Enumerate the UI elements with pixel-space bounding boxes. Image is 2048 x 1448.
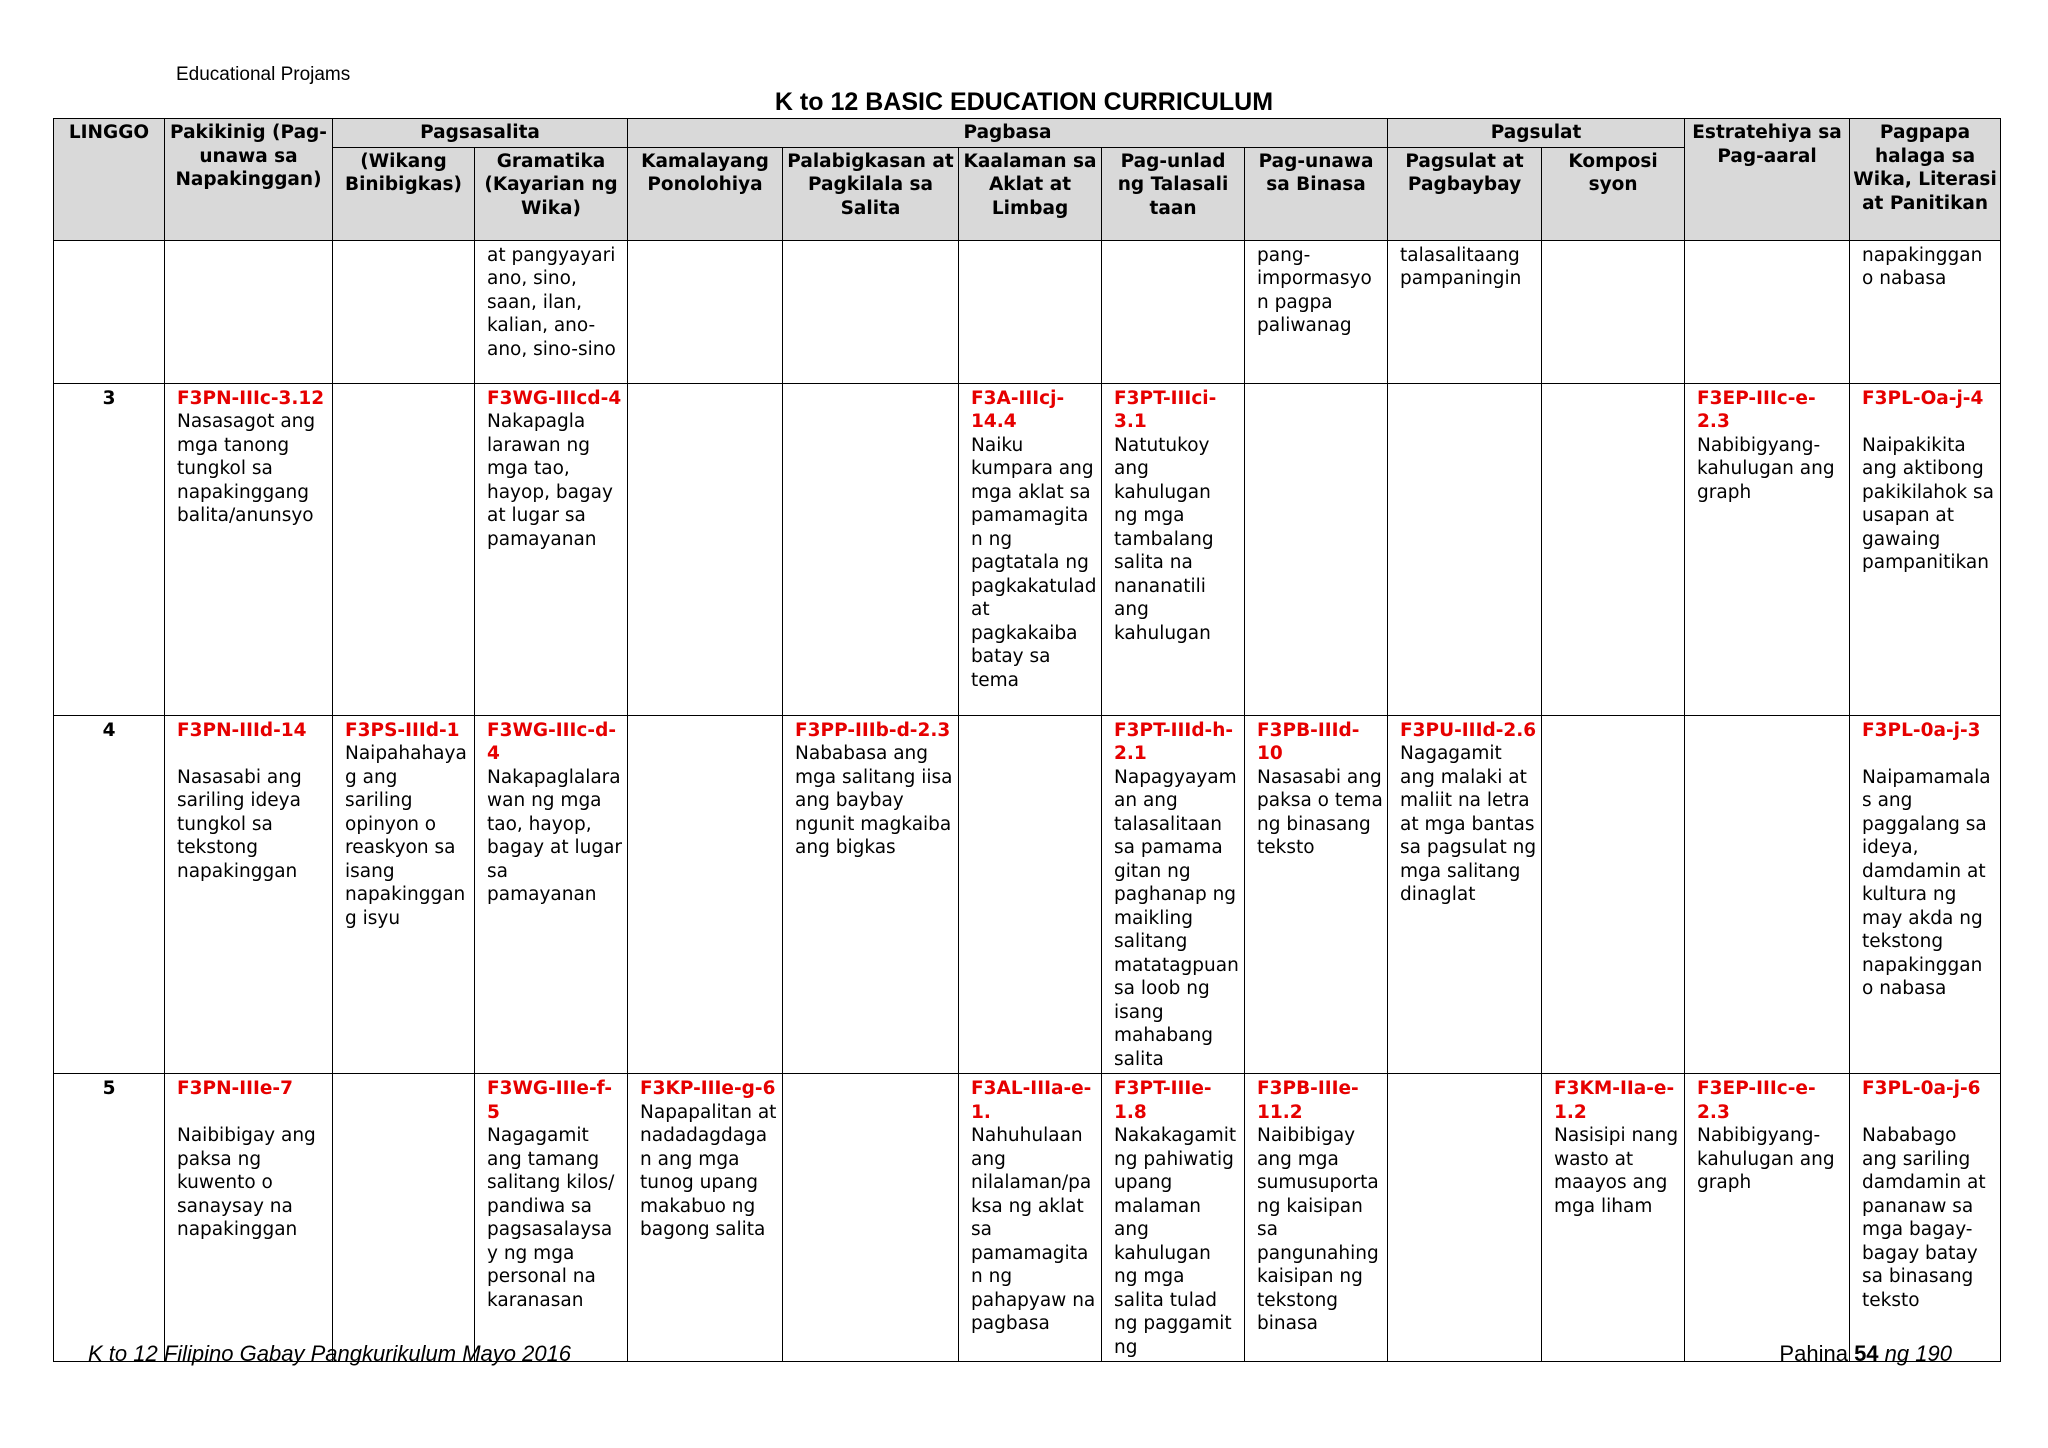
cell-kaalaman xyxy=(959,383,1102,715)
cell-estratehiya xyxy=(1685,1074,1850,1362)
header-pagsulat: Pagsulat xyxy=(1388,119,1685,148)
competency-text: Nabibigyang-kahulugan ang graph xyxy=(1697,1125,1835,1193)
cell-pagsulat: talasalitaang pampaningin xyxy=(1388,240,1542,383)
competency-code: F3A-IIIcj-14.4 xyxy=(971,387,1065,432)
header-pagbasa: Pagbasa xyxy=(628,119,1388,148)
table-row xyxy=(54,715,2001,1074)
cell-pagpapahalaga xyxy=(1850,383,2001,715)
cell-estratehiya xyxy=(1685,383,1850,715)
header-gramatika: Gramatika (Kayarian ng Wika) xyxy=(475,147,628,240)
competency-text: Nagagamit ang tamang salitang kilos/ pandiwa sa pagsasalaysay ng mga personal na karanasan xyxy=(487,1125,615,1311)
competency-code: F3PT-IIId-h-2.1 xyxy=(1114,719,1234,764)
page-current: 54 xyxy=(1854,1341,1879,1366)
competency-text: Naibibigay ang mga sumusuporta ng kaisipan sa pangunahing kaisipan ng tekstong binasa xyxy=(1257,1125,1379,1334)
week-number: 3 xyxy=(54,383,165,715)
page-title: K to 12 BASIC EDUCATION CURRICULUM xyxy=(774,88,1274,116)
page-word: Pahina xyxy=(1779,1341,1848,1366)
cell-pagunlad xyxy=(1102,383,1245,715)
competency-code: F3PP-IIIb-d-2.3 xyxy=(795,719,951,741)
competency-text: Napapalitan at nadadagdagan ang mga tunog upang makabuo ng bagong salita xyxy=(640,1101,777,1240)
competency-code: F3PT-IIIe-1.8 xyxy=(1114,1078,1212,1123)
competency-text: Nabibigyang-kahulugan ang graph xyxy=(1697,434,1835,503)
cell-pakikinig xyxy=(165,383,333,715)
header-kaalaman: Kaalaman sa Aklat at Limbag xyxy=(959,147,1102,240)
cell-palabigkasan xyxy=(783,715,959,1074)
footer-page-number xyxy=(1779,1341,1952,1367)
competency-text: Natutukoy ang kahulugan ng mga tambalang salita na nananatili ang kahulugan xyxy=(1114,434,1214,644)
week-number: 4 xyxy=(54,715,165,1074)
competency-text: Naiku kumpara ang mga aklat sa pamamagita n ng pagtatala ng pagkakatulad at pagkakaiba batay sa tema xyxy=(971,434,1097,691)
competency-text: Naipakikita ang aktibong pakikilahok sa usapan at gawaing pampanitikan xyxy=(1862,434,1994,573)
competency-text: Nagagamit ang malaki at maliit na letra at mga bantas sa pagsulat ng mga salitang dinaglat xyxy=(1400,743,1537,905)
competency-text: Nasisipi nang wasto at maayos ang mga liham xyxy=(1554,1125,1679,1217)
header-pagunawa: Pag-unawa sa Binasa xyxy=(1245,147,1388,240)
header-pagpapahalaga: Pagpapa halaga sa Wika, Literasi at Panitikan xyxy=(1850,119,2001,241)
competency-text: Nasasabi ang sariling ideya tungkol sa tekstong napakinggan xyxy=(177,766,302,882)
header-pagsasalita: Pagsasalita xyxy=(333,119,628,148)
cell-gramatika: at pangyayari ano, sino, saan, ilan, kalian, ano-ano, sino-sino xyxy=(475,240,628,383)
competency-text: Nababasa ang mga salitang iisa ang baybay ngunit magkaiba ang bigkas xyxy=(795,743,953,858)
cell-pagpapahalaga xyxy=(1850,1074,2001,1362)
competency-code: F3KM-IIa-e-1.2 xyxy=(1554,1078,1675,1123)
header-pakikinig: Pakikinig (Pag-unawa sa Napakinggan) xyxy=(165,119,333,241)
cell-gramatika xyxy=(475,383,628,715)
header-palabigkasan: Palabigkasan at Pagkilala sa Salita xyxy=(783,147,959,240)
competency-code: F3PL-Oa-j-4 xyxy=(1862,387,1984,409)
header-linggo: LINGGO xyxy=(54,119,165,241)
cell-pagunlad xyxy=(1102,715,1245,1074)
competency-code: F3PL-0a-j-3 xyxy=(1862,719,1981,741)
competency-code: F3PB-IIIe-11.2 xyxy=(1257,1078,1359,1123)
header-row-1 xyxy=(54,119,2001,148)
week-number: 5 xyxy=(54,1074,165,1362)
cell-pagsulat xyxy=(1388,715,1542,1074)
header-pagsulat-pagbaybay: Pagsulat at Pagbaybay xyxy=(1388,147,1542,240)
cell-pakikinig xyxy=(165,715,333,1074)
cell-pakikinig xyxy=(165,1074,333,1362)
competency-code: F3PT-IIIci-3.1 xyxy=(1114,387,1217,432)
competency-text: Naipahahaya g ang sariling opinyon o reaskyon sa isang napakinggan g isyu xyxy=(345,743,467,929)
cell-kamalayang xyxy=(628,1074,783,1362)
competency-code: F3WG-IIIcd-4 xyxy=(487,387,622,409)
competency-text: Nakapagla larawan ng mga tao, hayop, bagay at lugar sa pamayanan xyxy=(487,411,613,550)
cell-pagunawa: pang-impormasyon pagpa paliwanag xyxy=(1245,240,1388,383)
table-row xyxy=(54,240,2001,383)
competency-text: Naibibigay ang paksa ng kuwento o sanaysay na napakinggan xyxy=(177,1125,316,1240)
competency-code: F3PB-IIId-10 xyxy=(1257,719,1360,764)
table-row xyxy=(54,1074,2001,1362)
page-total: 190 xyxy=(1915,1341,1952,1366)
header-estratehiya: Estratehiya sa Pag-aaral xyxy=(1685,119,1850,241)
competency-text: Naipamamalas ang paggalang sa ideya, damdamin at kultura ng may akda ng tekstong napakinggan o nabasa xyxy=(1862,766,1991,999)
table-row xyxy=(54,383,2001,715)
cell-pagunlad xyxy=(1102,1074,1245,1362)
competency-code: F3AL-IIIa-e-1. xyxy=(971,1078,1092,1123)
competency-code: F3EP-IIIc-e-2.3 xyxy=(1697,1078,1816,1123)
cell-komposisyon xyxy=(1542,1074,1685,1362)
competency-code: F3PS-IIId-1 xyxy=(345,719,460,741)
competency-text: Nasasabi ang paksa o tema ng binasang teksto xyxy=(1257,766,1383,858)
competency-text: Nahuhulaan ang nilalaman/pa ksa ng aklat sa pamamagita n ng pahapyaw na pagbasa xyxy=(971,1125,1096,1334)
footer-document-title: K to 12 Filipino Gabay Pangkurikulum Mayo 2016 xyxy=(88,1341,572,1366)
cell-kaalaman xyxy=(959,1074,1102,1362)
header-kamalayang: Kamalayang Ponolohiya xyxy=(628,147,783,240)
page-of: ng xyxy=(1884,1341,1910,1366)
competency-code: F3EP-IIIc-e-2.3 xyxy=(1697,387,1816,432)
cell-pagpapahalaga: napakinggan o nabasa xyxy=(1850,240,2001,383)
competency-code: F3KP-IIIe-g-6 xyxy=(640,1078,776,1099)
competency-text: Nababago ang sariling damdamin at pananaw sa mga bagay-bagay batay sa binasang teksto xyxy=(1862,1125,1986,1311)
header-wikang: (Wikang Binibigkas) xyxy=(333,147,475,240)
watermark-text: Educational Projams xyxy=(176,64,351,85)
competency-text: Nakapaglalara wan ng mga tao, hayop, bagay at lugar sa pamayanan xyxy=(487,766,623,905)
competency-code: F3PN-IIId-14 xyxy=(177,719,307,741)
cell-pagunawa xyxy=(1245,1074,1388,1362)
cell-pagpapahalaga xyxy=(1850,715,2001,1074)
cell-gramatika xyxy=(475,715,628,1074)
competency-text: Napagyayam an ang talasalitaan sa pamama gitan ng paghanap ng maikling salitang matatagpuan sa loob ng isang mahabang salita xyxy=(1114,766,1239,1070)
curriculum-table xyxy=(53,118,2001,1362)
competency-text: Nasasagot ang mga tanong tungkol sa napakinggang balita/anunsyo xyxy=(177,411,316,526)
competency-code: F3PU-IIId-2.6 xyxy=(1400,719,1537,741)
cell-gramatika xyxy=(475,1074,628,1362)
competency-code: F3PN-IIIe-7 xyxy=(177,1078,293,1099)
header-pagunlad: Pag-unlad ng Talasali taan xyxy=(1102,147,1245,240)
cell-wikang xyxy=(333,715,475,1074)
header-komposisyon: Komposi syon xyxy=(1542,147,1685,240)
competency-text: Nakakagamit ng pahiwatig upang malaman ang kahulugan ng mga salita tulad ng paggamit ng xyxy=(1114,1125,1237,1358)
competency-code: F3PN-IIIc-3.12 xyxy=(177,387,325,409)
competency-code: F3WG-IIIe-f-5 xyxy=(487,1078,613,1123)
cell-pagunawa xyxy=(1245,715,1388,1074)
competency-code: F3WG-IIIc-d-4 xyxy=(487,719,616,764)
competency-code: F3PL-0a-j-6 xyxy=(1862,1078,1981,1099)
